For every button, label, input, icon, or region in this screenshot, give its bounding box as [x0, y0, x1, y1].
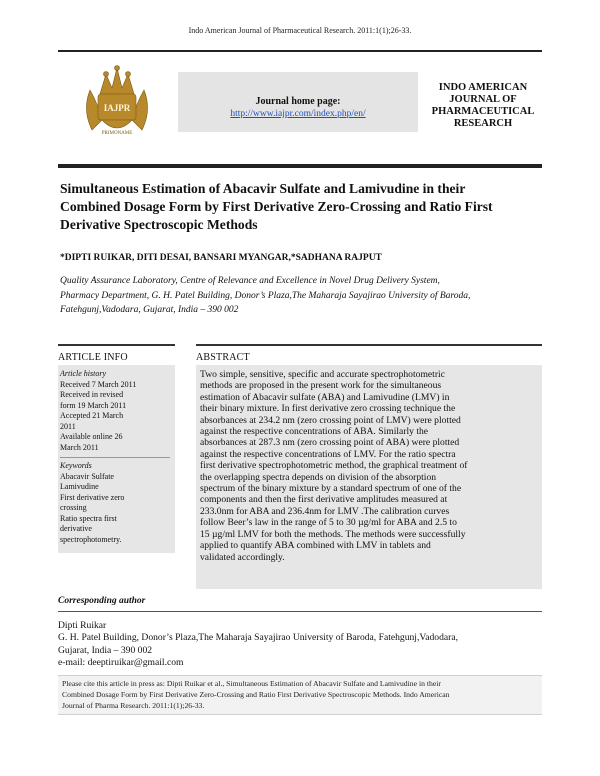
journal-name-line: INDO AMERICAN	[438, 82, 528, 93]
affiliation-line: Fatehgunj,Vadodara, Gujarat, India – 390 002	[60, 305, 239, 315]
paper-title	[60, 180, 546, 234]
journal-name-line: RESEARCH	[453, 118, 513, 129]
history-line: form 19 March 2011	[60, 400, 127, 410]
abstract-line: absorbances at 234.2 nm (zero crossing point of LMV) were plotted	[200, 414, 461, 426]
abstract-line: estimation of Abacavir sulfate (ABA) and Lamivudine (LMV) in	[200, 391, 450, 403]
title-line: Combined Dosage Form by First Derivative Zero-Crossing and Ratio First	[60, 199, 493, 214]
history-line: Available online 26	[60, 432, 123, 441]
journal-logo	[62, 60, 172, 142]
corresponding-rule	[58, 611, 542, 612]
corresponding-line: Dipti Ruikar	[58, 620, 107, 631]
article-info-heading: ARTICLE INFO	[58, 352, 128, 363]
corresponding-author-heading: Corresponding author	[58, 596, 146, 606]
keyword-line: derivative	[60, 524, 92, 533]
corresponding-author-block	[58, 620, 544, 670]
history-line: 2011	[60, 421, 76, 431]
author-list: *DIPTI RUIKAR, DITI DESAI, BANSARI MYANGAR,*SADHANA RAJPUT	[60, 253, 382, 263]
keywords-rule	[60, 457, 170, 458]
corresponding-line: Gujarat, India – 390 002	[58, 644, 153, 656]
abstract-line: against the respective concentrations of LMV. For the ratio spectra	[200, 448, 456, 460]
corresponding-line: G. H. Patel Building, Donor’s Plaza,The Maharaja Sayajirao University of Baroda, Fatehgunj,Vadodara,	[58, 632, 458, 644]
masthead-rule	[58, 164, 542, 168]
abstract-line: their binary mixture. In first derivative zero crossing technique the	[200, 403, 456, 415]
running-head: Indo American Journal of Pharmaceutical Research. 2011:1(1);26-33.	[188, 26, 412, 35]
history-line: Accepted 21 March	[60, 411, 124, 420]
journal-name	[424, 82, 542, 130]
abstract-line: validated accordingly.	[200, 551, 285, 563]
abstract-box	[196, 365, 542, 589]
journal-home-link[interactable]: http://www.iajpr.com/index.php/en/	[230, 109, 366, 119]
abstract-rule	[196, 344, 542, 346]
abstract-line: Two simple, sensitive, specific and accurate spectrophotometric	[200, 369, 445, 380]
abstract-line: 15 µg/ml LMV for both the methods. The methods were successfully	[200, 528, 466, 540]
keyword-line: First derivative zero	[60, 492, 125, 502]
logo-text: IAJPR	[103, 103, 131, 113]
title-line: Simultaneous Estimation of Abacavir Sulfate and Lamivudine in their	[60, 181, 466, 196]
abstract-line: applied to quantify ABA combined with LMV in tablets and	[200, 540, 431, 552]
citation-line: Please cite this article in press as: Dipti Ruikar et al., Simultaneous Estimation of Abacavir Sulfate and Lamivudine in their	[62, 679, 441, 688]
affiliation-line: Pharmacy Department, G. H. Patel Building, Donor’s Plaza,The Maharaja Sayajirao University of Baroda,	[60, 290, 471, 301]
history-label: Article history	[60, 369, 106, 378]
abstract-line: absorbances at 287.3 nm (zero crossing point of ABA) were plotted	[200, 437, 460, 449]
abstract-line: first derivative spectrophotometric method, the graphical treatment of	[200, 460, 468, 472]
citation-line: Combined Dosage Form by First Derivative Zero-Crossing and Ratio First Derivative Spectroscopic Methods. Indo American	[62, 690, 450, 699]
abstract-line: 233.0nm for ABA and 236.4nm for LMV .The calibration curves	[200, 505, 450, 517]
article-info-box	[58, 365, 175, 553]
keyword-line: crossing	[60, 503, 87, 512]
abstract-line: against the respective concentrations of ABA. Similarly the	[200, 426, 429, 438]
keywords-label: Keywords	[60, 461, 92, 470]
journal-name-line: PHARMACEUTICAL	[431, 106, 535, 117]
header-rule	[58, 50, 542, 52]
abstract-heading: ABSTRACT	[196, 352, 250, 363]
abstract-line: follow Beer’s law in the range of 5 to 30 µg/ml for ABA and 2.5 to	[200, 517, 457, 529]
title-line: Derivative Spectroscopic Methods	[60, 217, 258, 232]
abstract-line: the overlapping spectra depends on division of the absorption	[200, 471, 437, 483]
journal-home-label: Journal home page:	[255, 96, 341, 107]
abstract-line: components and then the first derivative amplitudes measured at	[200, 494, 448, 506]
citation-box	[58, 675, 542, 715]
history-line: Received 7 March 2011	[60, 379, 137, 389]
journal-name-line: JOURNAL OF	[449, 94, 517, 105]
history-line: Received in revised	[60, 390, 124, 399]
logo-subtitle: PRIMONAME	[101, 131, 133, 136]
history-line: March 2011	[60, 442, 99, 452]
keyword-line: Lamivudine	[60, 482, 99, 491]
affiliation	[60, 274, 546, 318]
abstract-line: spectrum of the binary mixture by a standard spectrum of one of the	[200, 483, 462, 495]
citation-line: Journal of Pharma Research. 2011:1(1);26-33.	[62, 701, 205, 710]
keyword-line: Abacavir Sulfate	[60, 471, 114, 481]
article-info-rule	[58, 344, 175, 346]
keyword-line: spectrophotometry.	[60, 534, 122, 544]
keyword-line: Ratio spectra first	[60, 513, 117, 523]
journal-home-box	[178, 72, 418, 132]
abstract-line: methods are proposed in the present work for the simultaneous	[200, 380, 442, 392]
corresponding-email: e-mail: deeptiruikar@gmail.com	[58, 657, 184, 669]
affiliation-line: Quality Assurance Laboratory, Centre of Relevance and Excellence in Novel Drug Delivery System,	[60, 276, 440, 286]
